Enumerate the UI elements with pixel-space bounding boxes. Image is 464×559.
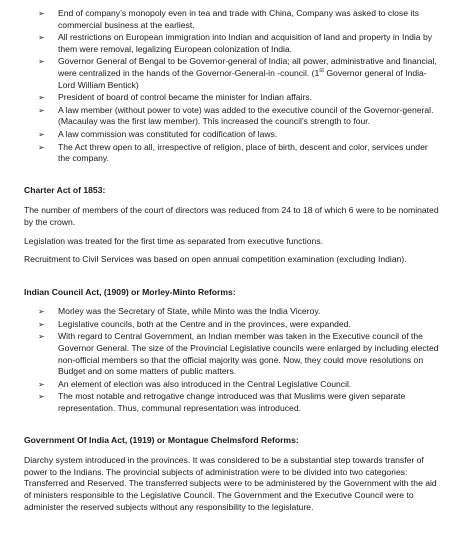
arrow-bullet-icon: ➢ xyxy=(38,142,45,152)
list-item: ➢ President of board of control became the minister for Indian affairs. xyxy=(38,92,312,103)
arrow-bullet-icon: ➢ xyxy=(38,129,45,139)
list-item: ➢ Governor General of Bengal to be Governor-general of India; all power, administrative and financial, were centralized in the hands of the Governor-General-in -council. (1st Governor general of India- Lord William Bentick) xyxy=(38,56,437,90)
section-heading-indian-council-act-1909: Indian Council Act, (1909) or Morley-Minto Reforms: xyxy=(24,286,236,297)
arrow-bullet-icon: ➢ xyxy=(38,319,45,329)
arrow-bullet-icon: ➢ xyxy=(38,307,45,317)
list-item: ➢ All restrictions on European immigration into Indian and acquisition of land and property in India by them were removal, legalizing European colonization of India. xyxy=(38,32,433,54)
list-item: ➢ With regard to Central Government, an Indian member was taken in the Executive council of the Governor General. The size of the Provincial Legislative councils were enlarged by including elected non-official members so that the official majority was gone. Now, they could move resolutions on Budget and on some matters of public matters. xyxy=(38,331,439,377)
bullet-list-1 xyxy=(24,8,442,165)
arrow-bullet-icon: ➢ xyxy=(38,105,45,115)
list-item: ➢ An element of election was also introduced in the Central Legislative Council. xyxy=(38,378,352,389)
section-heading-government-of-india-act-1919: Government Of India Act, (1919) or Montague Chelmsford Reforms: xyxy=(24,434,299,445)
arrow-bullet-icon: ➢ xyxy=(38,332,45,342)
list-item: ➢ End of company’s monopoly even in tea and trade with China, Company was asked to close its commercial business at the earliest. xyxy=(38,8,419,30)
paragraph: Diarchy system introduced in the provinces. It was considered to be a substantial step towards transfer of power to the Indians. The provincial subjects of administration were to be divided into two categories: Transferred and Reserved. The transferred subjects were to be administered by the Government with the aid of ministers responsible to the Legislative Council. The Government and the Executive Council were to administer the reserved subjects without any responsibility to the legislature. xyxy=(24,455,437,512)
arrow-bullet-icon: ➢ xyxy=(38,93,45,103)
arrow-bullet-icon: ➢ xyxy=(38,379,45,389)
list-item: ➢ Legislative councils, both at the Centre and in the provinces, were expanded. xyxy=(38,318,351,329)
paragraph: Recruitment to Civil Services was based on open annual competition examination (excluding Indian). xyxy=(24,254,407,265)
list-item: ➢ The most notable and retrogative change introduced was that Muslims were given separate representation. Thus, communal representation was introduced. xyxy=(38,391,406,414)
paragraph: Legislation was treated for the first time as separated from executive functions. xyxy=(24,235,324,246)
arrow-bullet-icon: ➢ xyxy=(38,33,45,43)
list-item: ➢ A law member (without power to vote) was added to the executive council of the Governor-general. (Macaulay was the first law member). This increased the council’s strength to four. xyxy=(38,104,434,127)
list-item: ➢ The Act threw open to all, irrespective of religion, place of birth, descent and color, services under the company. xyxy=(38,141,428,164)
paragraph: The number of members of the court of directors was reduced from 24 to 18 of which 6 were to be nominated by the crown. xyxy=(24,205,439,227)
arrow-bullet-icon: ➢ xyxy=(38,392,45,402)
list-item: ➢ A law commission was constituted for codification of laws. xyxy=(38,128,278,139)
arrow-bullet-icon: ➢ xyxy=(38,9,45,18)
list-item: ➢ Morley was the Secretary of State, while Minto was the India Viceroy. xyxy=(38,306,321,317)
arrow-bullet-icon: ➢ xyxy=(38,57,45,67)
section-heading-charter-act-1853: Charter Act of 1853: xyxy=(24,184,106,195)
bullet-list-2 xyxy=(24,306,442,414)
